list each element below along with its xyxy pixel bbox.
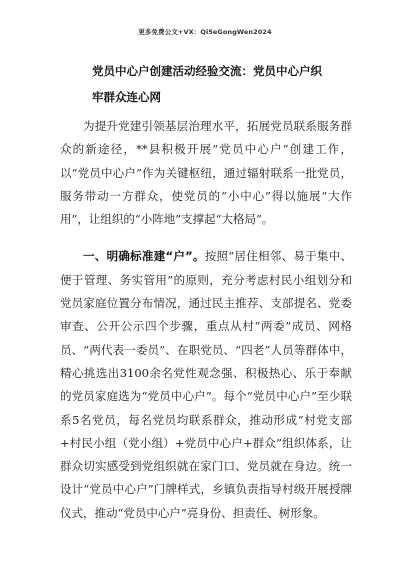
section-one-paragraph xyxy=(60,245,352,525)
intro-paragraph xyxy=(60,115,352,231)
section-one-text: 按照“居住相邻、易于集中、便于管理、务实管用”的原则，充分考虑村民小组划分和党员家庭位置分布情况，通过民主推荐、支部提名、党委审查、公开公示四个步骤，重点从村“两委”成员、网格员、“两代表一委员”、在职党员、“四老”人员等群体中，精心挑选出3100余名党性观念强、积极热心、乐于奉献的党员家庭选为“党员中心户”。每个“党员中心户”至少联系5名党员，每名党员均联系群众，推动形成“村党支部+村民小组（党小组）+党员中心户+群众”组织体系，让群众切实感受到党组织就在家门口、党员就在身边。统一设计“党员中心户”门牌样式，乡镇负责指导村级开展授牌仪式，推动“党员中心户”亮身份、担责任、树形象。 xyxy=(60,249,352,520)
document-body xyxy=(60,115,352,525)
document-title: 党员中心户创建活动经验交流：党员中心户织牢群众连心网 xyxy=(92,64,322,104)
intro-paragraph-text: 为提升党建引领基层治理水平，拓展党员联系服务群众的新途径，**县积极开展“党员中心户”创建工作，以“党员中心户”作为关键枢纽，通过辐射联系一批党员，服务带动一方群众，使党员的“小中心”得以施展“大作用”，让组织的“小阵地”支撑起“大格局”。 xyxy=(60,119,352,227)
header-note: 更多免费公文+VX：Qi5eGongWen2024 xyxy=(138,28,272,36)
section-one-heading: 一、明确标准建“户”。 xyxy=(83,249,205,264)
